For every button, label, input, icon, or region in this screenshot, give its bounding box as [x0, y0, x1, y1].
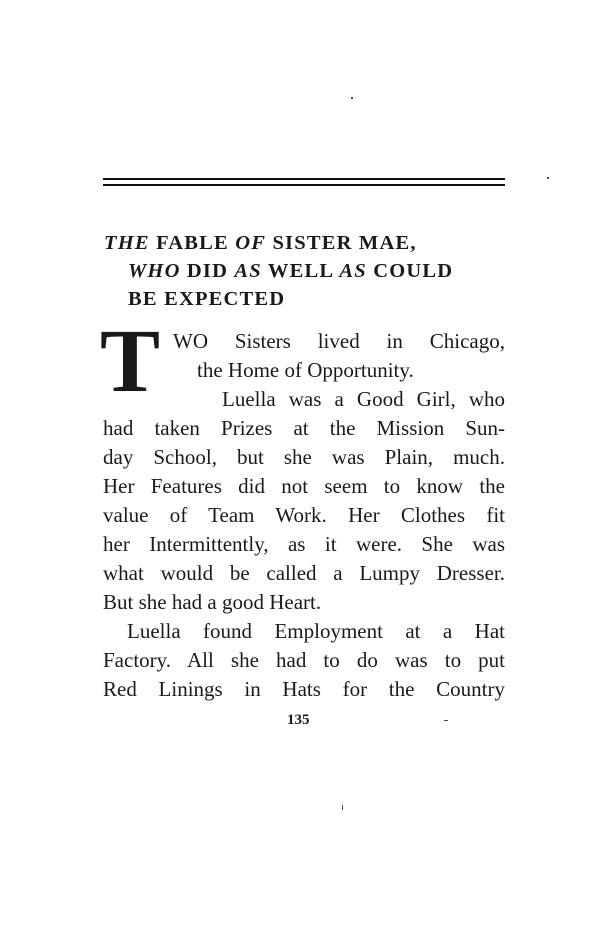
body-line-7: value of Team Work. Her Clothes fit	[103, 503, 505, 527]
title-word-as-1: AS	[234, 260, 262, 282]
body-line-6: Her Features did not seem to know the	[103, 474, 505, 498]
title-word-could: COULD	[373, 260, 454, 282]
title-word-the: THE	[104, 232, 150, 254]
body-line-10: But she had a good Heart.	[103, 590, 322, 614]
body-line-1: WO Sisters lived in Chicago,	[173, 329, 505, 353]
title-word-who: WHO	[128, 260, 181, 282]
print-speck	[444, 720, 448, 721]
title-word-as-2: AS	[339, 260, 367, 282]
body-line-4: had taken Prizes at the Mission Sun-	[103, 416, 505, 440]
body-line-3: Luella was a Good Girl, who	[222, 387, 505, 411]
title-word-of: OF	[235, 232, 267, 254]
body-line-11: Luella found Employment at a Hat	[127, 619, 505, 643]
body-line-12: Factory. All she had to do was to put	[103, 648, 505, 672]
drop-cap: T	[100, 312, 161, 411]
body-line-13: Red Linings in Hats for the Country	[103, 677, 505, 701]
top-rule-second	[103, 184, 505, 186]
body-line-5: day School, but she was Plain, much.	[103, 445, 505, 469]
title-word-well: WELL	[267, 260, 334, 282]
body-line-9: what would be called a Lumpy Dresser.	[103, 561, 505, 585]
title-line-1	[104, 229, 514, 257]
top-rule	[103, 178, 505, 180]
title-line-3: BE EXPECTED	[128, 288, 286, 310]
print-speck	[342, 805, 343, 810]
body-line-2: the Home of Opportunity.	[197, 358, 414, 382]
print-speck	[351, 97, 353, 99]
title-word-fable: FABLE	[156, 232, 229, 254]
title-word-sister-mae: SISTER MAE,	[272, 232, 417, 254]
page-number: 135	[287, 712, 310, 728]
fable-title	[104, 229, 514, 313]
title-line-2	[104, 257, 514, 285]
body-line-8: her Intermittently, as it were. She was	[103, 532, 505, 556]
print-speck	[547, 177, 549, 179]
title-word-did: DID	[186, 260, 229, 282]
